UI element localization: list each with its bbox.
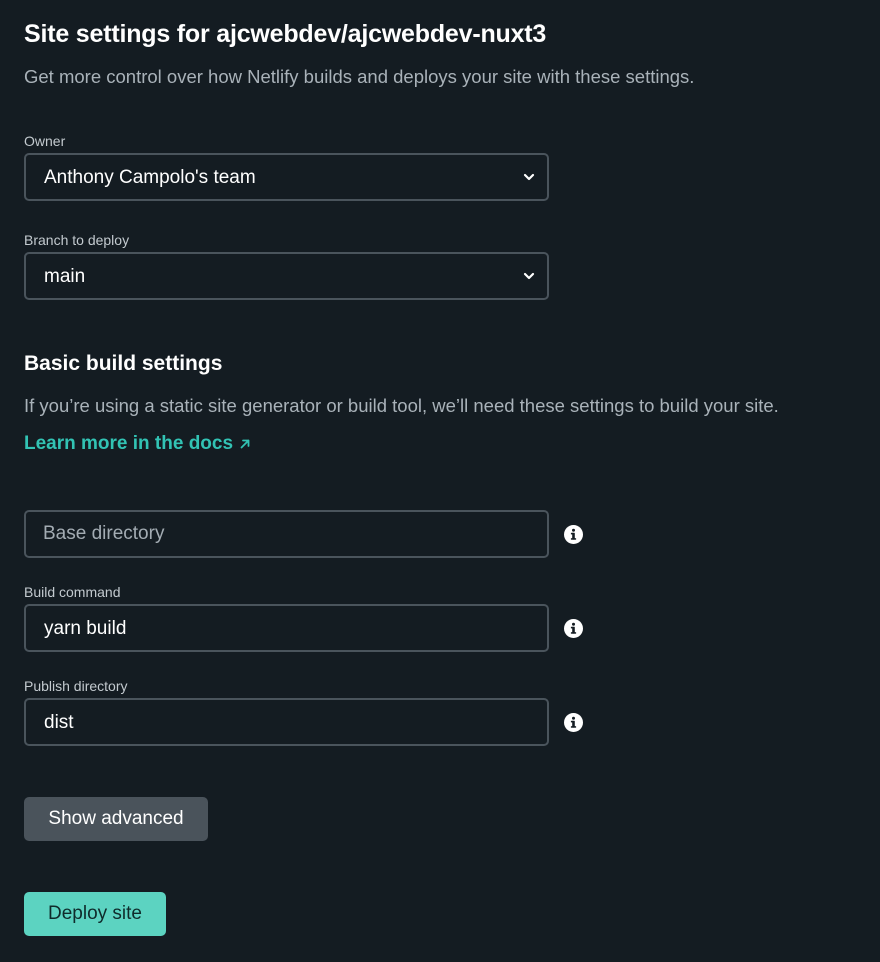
build-command-label: Build command <box>24 584 121 600</box>
owner-select[interactable] <box>24 153 549 201</box>
info-icon[interactable] <box>564 525 583 544</box>
owner-selected-value: Anthony Campolo's team <box>44 167 256 188</box>
build-command-field[interactable] <box>24 604 549 652</box>
basic-build-settings-description: If you’re using a static site generator or build tool, we’ll need these settings to build your site. <box>24 395 779 416</box>
deploy-site-button[interactable]: Deploy site <box>24 892 166 936</box>
info-icon[interactable] <box>564 713 583 732</box>
base-directory-input[interactable] <box>26 512 547 556</box>
info-icon[interactable] <box>564 619 583 638</box>
basic-build-settings-heading: Basic build settings <box>24 352 223 375</box>
branch-label: Branch to deploy <box>24 232 130 248</box>
owner-label: Owner <box>24 133 66 149</box>
chevron-down-icon <box>523 271 535 281</box>
learn-more-docs-link[interactable] <box>24 433 251 455</box>
publish-directory-label: Publish directory <box>24 678 128 694</box>
show-advanced-button[interactable]: Show advanced <box>24 797 208 841</box>
arrow-up-right-icon <box>239 438 251 450</box>
base-directory-field[interactable] <box>24 510 549 558</box>
branch-select[interactable] <box>24 252 549 300</box>
chevron-down-icon <box>523 172 535 182</box>
page-subtitle: Get more control over how Netlify builds and deploys your site with these settings. <box>24 66 695 87</box>
learn-more-docs-label: Learn more in the docs <box>24 433 234 454</box>
branch-selected-value: main <box>44 266 86 287</box>
build-command-value[interactable]: yarn build <box>44 618 127 639</box>
page-title: Site settings for ajcwebdev/ajcwebdev-nuxt3 <box>24 20 547 48</box>
publish-directory-field[interactable] <box>24 698 549 746</box>
publish-directory-value[interactable]: dist <box>44 712 74 733</box>
